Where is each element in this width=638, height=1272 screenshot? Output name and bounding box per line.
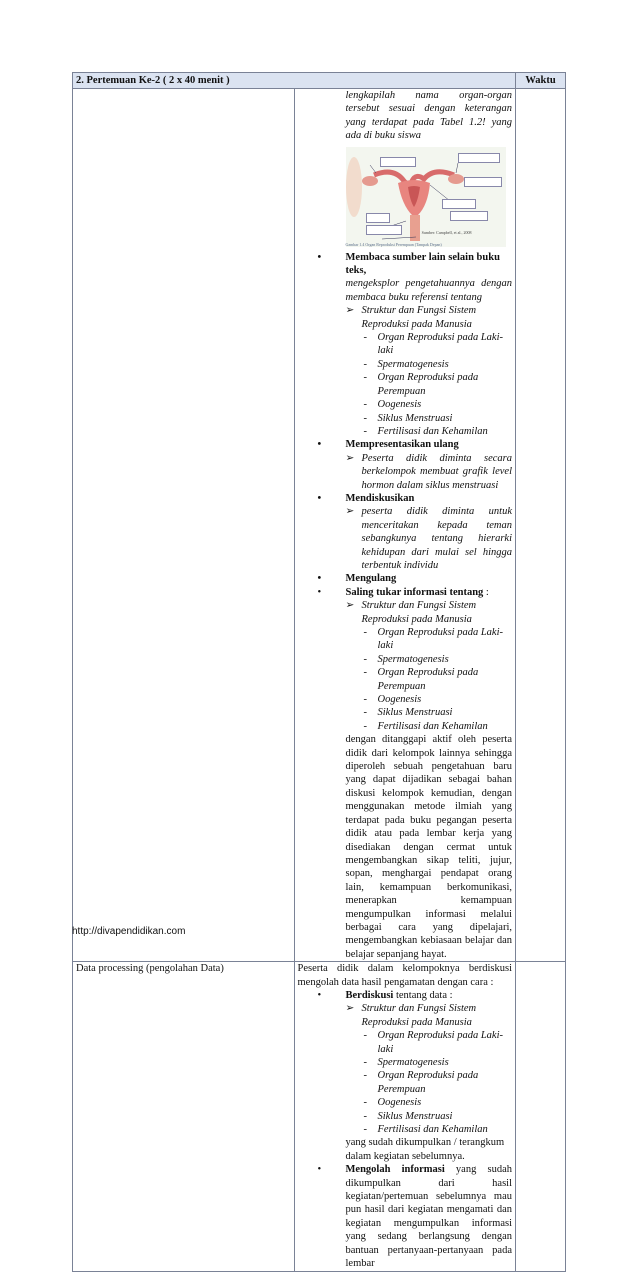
dash-item: - Organ Reproduksi pada Perempuan bbox=[363, 1070, 479, 1095]
dash-item: - Organ Reproduksi pada Laki-laki bbox=[363, 627, 504, 652]
arrow-bullet-icon: ➢ bbox=[345, 1003, 355, 1015]
arrow-item: ➢ Peserta didik diminta secara berkelompok membuat grafik level hormon dalam siklus menstruasi bbox=[345, 452, 512, 491]
saling-tukar-paragraph: dengan ditanggapi aktif oleh peserta didik dari kelompok lainnya sehingga diperoleh sebuah pengetahuan baru yang dapat dijadikan sebagai bahan diskusi kelompok kemudian, dengan menggunakan metode ilmiah yang terdapat pada buku pegangan peserta didik atau pada lembar kerja yang disediakan dengan cermat untuk mengembangkan sikap teliti, jujur, sopan, menghargai pendapat orang lain, kemampuan berkomunikasi, menerapkan kemampuan mengumpulkan informasi melalui berbagai cara yang dipelajari, mengembangkan kebiasaan belajar dan belajar sepanjang hayat. bbox=[345, 734, 512, 960]
dash-item: - Spermatogenesis bbox=[363, 1057, 449, 1068]
membaca-desc: mengeksplor pengetahuannya dengan membaca buku referensi tentang bbox=[345, 278, 512, 303]
berdiskusi-after: yang sudah dikumpulkan / terangkum dalam kegiatan sebelumnya. bbox=[345, 1137, 505, 1162]
bullet-saling-tukar: • Saling tukar informasi tentang : bbox=[317, 586, 489, 598]
waktu-cell bbox=[516, 89, 566, 962]
intro-text: lengkapilah nama organ-organ tersebut sesuai dengan keterangan yang terdapat pada Tabel 1.2! yang ada di buku siswa bbox=[345, 90, 512, 142]
arrow-item: ➢ Struktur dan Fungsi Sistem Reproduksi pada Manusia bbox=[345, 600, 477, 625]
dash-item: - Fertilisasi dan Kehamilan bbox=[363, 1124, 488, 1136]
dash-item: - Siklus Menstruasi bbox=[363, 707, 453, 719]
arrow-bullet-icon: ➢ bbox=[345, 506, 355, 518]
dash-item: - Organ Reproduksi pada Laki-laki bbox=[363, 332, 504, 357]
arrow-item: ➢ Struktur dan Fungsi Sistem Reproduksi pada Manusia bbox=[345, 1003, 477, 1028]
footer-url: http://divapendidikan.com bbox=[72, 926, 186, 937]
meeting-title: 2. Pertemuan Ke-2 ( 2 x 40 menit ) bbox=[73, 73, 516, 89]
header-row bbox=[73, 73, 566, 89]
figure-caption: Gambar 1.4 Organ Reproduksi Perempuan (Tampak Depan) bbox=[345, 241, 442, 247]
data-processing-content bbox=[294, 962, 516, 1271]
data-processing-label: Data processing (pengolahan Data) bbox=[73, 962, 295, 1271]
data-processing-intro: Peserta didik dalam kelompoknya berdiskusi mengolah data hasil pengamatan dengan cara : bbox=[297, 963, 512, 988]
dash-item: - Spermatogenesis bbox=[363, 358, 449, 370]
dash-item: - Oogenesis bbox=[363, 399, 422, 411]
arrow-bullet-icon: ➢ bbox=[345, 600, 355, 612]
dash-item: - Siklus Menstruasi bbox=[363, 412, 453, 424]
bullet-dot-icon: • bbox=[317, 251, 322, 263]
bullet-dot-icon: • bbox=[317, 586, 322, 598]
bullet-dot-icon: • bbox=[317, 989, 322, 1001]
dash-item: - Siklus Menstruasi bbox=[363, 1110, 453, 1122]
activity-content-cell bbox=[294, 89, 516, 962]
bullet-dot-icon: • bbox=[317, 573, 322, 585]
figure-label-box bbox=[366, 213, 390, 223]
bullet-dot-icon: • bbox=[317, 1164, 322, 1176]
dash-item: - Organ Reproduksi pada Perempuan bbox=[363, 372, 479, 397]
waktu-cell bbox=[516, 962, 566, 1271]
dash-item: - Organ Reproduksi pada Perempuan bbox=[363, 667, 479, 692]
figure-label-box bbox=[464, 177, 502, 187]
bullet-mengolah: • Mengolah informasi yang sudah dikumpulkan dari hasil kegiatan/pertemuan sebelumnya mau pun hasil dari kegiatan mengamati dan kegiatan mengumpulkan informasi yang sedang berlangsung dengan bantuan pertanyaan-pertanyaan pada lembar bbox=[317, 1164, 512, 1270]
activity-label-cell bbox=[73, 89, 295, 962]
bullet-dot-icon: • bbox=[317, 439, 322, 451]
bullet-dot-icon: • bbox=[317, 492, 322, 504]
arrow-bullet-icon: ➢ bbox=[345, 305, 355, 317]
dash-item: - Spermatogenesis bbox=[363, 653, 449, 665]
dash-item: - Fertilisasi dan Kehamilan bbox=[363, 425, 488, 437]
arrow-item: ➢ peserta didik diminta untuk menceritakan kepada teman sebangkunya tentang hierarki kehidupan dari mulai sel hingga terbentuk individu bbox=[345, 506, 512, 571]
bullet-membaca: • Membaca sumber lain selain buku teks, bbox=[317, 251, 500, 277]
figure-source: Sumber: Campbell, et al., 2008 bbox=[421, 230, 472, 236]
waktu-header: Waktu bbox=[516, 73, 566, 89]
content-row-2 bbox=[73, 962, 566, 1271]
figure-label-box bbox=[366, 225, 402, 235]
dash-item: - Oogenesis bbox=[363, 694, 422, 706]
figure-label-box bbox=[380, 157, 416, 167]
arrow-item: ➢ Struktur dan Fungsi Sistem Reproduksi pada Manusia bbox=[345, 305, 477, 330]
figure-label-box bbox=[450, 211, 488, 221]
arrow-bullet-icon: ➢ bbox=[345, 452, 355, 464]
lesson-table bbox=[72, 72, 566, 1272]
content-row-1 bbox=[73, 89, 566, 962]
bullet-mengulang: • Mengulang bbox=[317, 573, 397, 585]
bullet-mempresentasikan: • Mempresentasikan ulang bbox=[317, 439, 459, 451]
figure-label-box bbox=[442, 199, 476, 209]
reproductive-organ-figure bbox=[346, 147, 506, 247]
dash-item: - Oogenesis bbox=[363, 1097, 422, 1109]
bullet-berdiskusi: • Berdiskusi tentang data : bbox=[317, 989, 453, 1001]
dash-item: - Fertilisasi dan Kehamilan bbox=[363, 720, 488, 732]
dash-item: - Organ Reproduksi pada Laki-laki bbox=[363, 1030, 504, 1055]
figure-label-box bbox=[458, 153, 500, 163]
bullet-mendiskusikan: • Mendiskusikan bbox=[317, 492, 415, 504]
